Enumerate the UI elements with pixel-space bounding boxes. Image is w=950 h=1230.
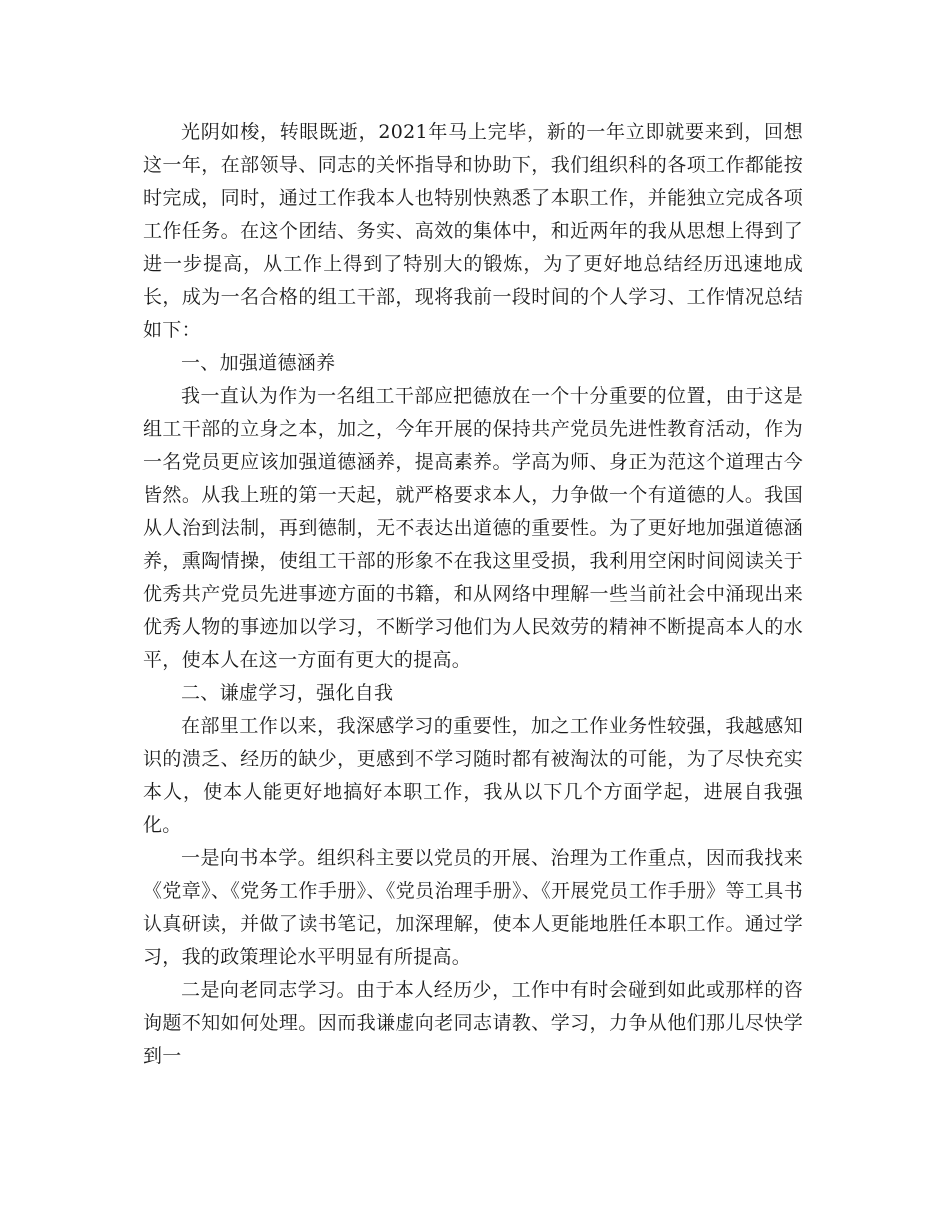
paragraph-colleagues: 二是向老同志学习。由于本人经历少，工作中有时会碰到如此或那样的咨询题不知如何处理。因而我谦虚向老同志请教、学习，力争从他们那儿尽快学到一 <box>143 979 803 1067</box>
paragraph-books: 一是向书本学。组织科主要以党员的开展、治理为工作重点，因而我找来《党章》、《党务工作手册》、《党员治理手册》、《开展党员工作手册》等工具书认真研读，并做了读书笔记，加深理解，使本人更能地胜任本职工作。通过学习，我的政策理论水平明显有所提高。 <box>143 847 803 968</box>
paragraph-learning: 在部里工作以来，我深感学习的重要性，加之工作业务性较强，我越感知识的溃乏、经历的缺少，更感到不学习随时都有被淘汰的可能，为了尽快充实本人，使本人能更好地搞好本职工作，我从以下几个方面学起，进展自我强化。 <box>143 715 803 836</box>
section-heading-morality: 一、加强道德涵养 <box>181 352 336 374</box>
section-heading-learning: 二、谦虚学习，强化自我 <box>181 682 394 704</box>
paragraph-morality: 我一直认为作为一名组工干部应把德放在一个十分重要的位置，由于这是组工干部的立身之本，加之，今年开展的保持共产党员先进性教育活动，作为一名党员更应该加强道德涵养，提高素养。学高为师、身正为范这个道理古今皆然。从我上班的第一天起，就严格要求本人，力争做一个有道德的人。我国从人治到法制，再到德制，无不表达出道德的重要性。为了更好地加强道德涵养，熏陶情操，使组工干部的形象不在我这里受损，我利用空闲时间阅读关于优秀共产党员先进事迹方面的书籍，和从网络中理解一些当前社会中涌现出来优秀人物的事迹加以学习，不断学习他们为人民效劳的精神不断提高本人的水平，使本人在这一方面有更大的提高。 <box>143 385 803 671</box>
document-body <box>143 116 803 1073</box>
paragraph-intro: 光阴如梭，转眼既逝，2021年马上完毕，新的一年立即就要来到，回想这一年，在部领导、同志的关怀指导和协助下，我们组织科的各项工作都能按时完成，同时，通过工作我本人也特别快熟悉了本职工作，并能独立完成各项工作任务。在这个团结、务实、高效的集体中，和近两年的我从思想上得到了进一步提高，从工作上得到了特别大的锻炼，为了更好地总结经历迅速地成长，成为一名合格的组工干部，现将我前一段时间的个人学习、工作情况总结如下： <box>143 121 803 341</box>
